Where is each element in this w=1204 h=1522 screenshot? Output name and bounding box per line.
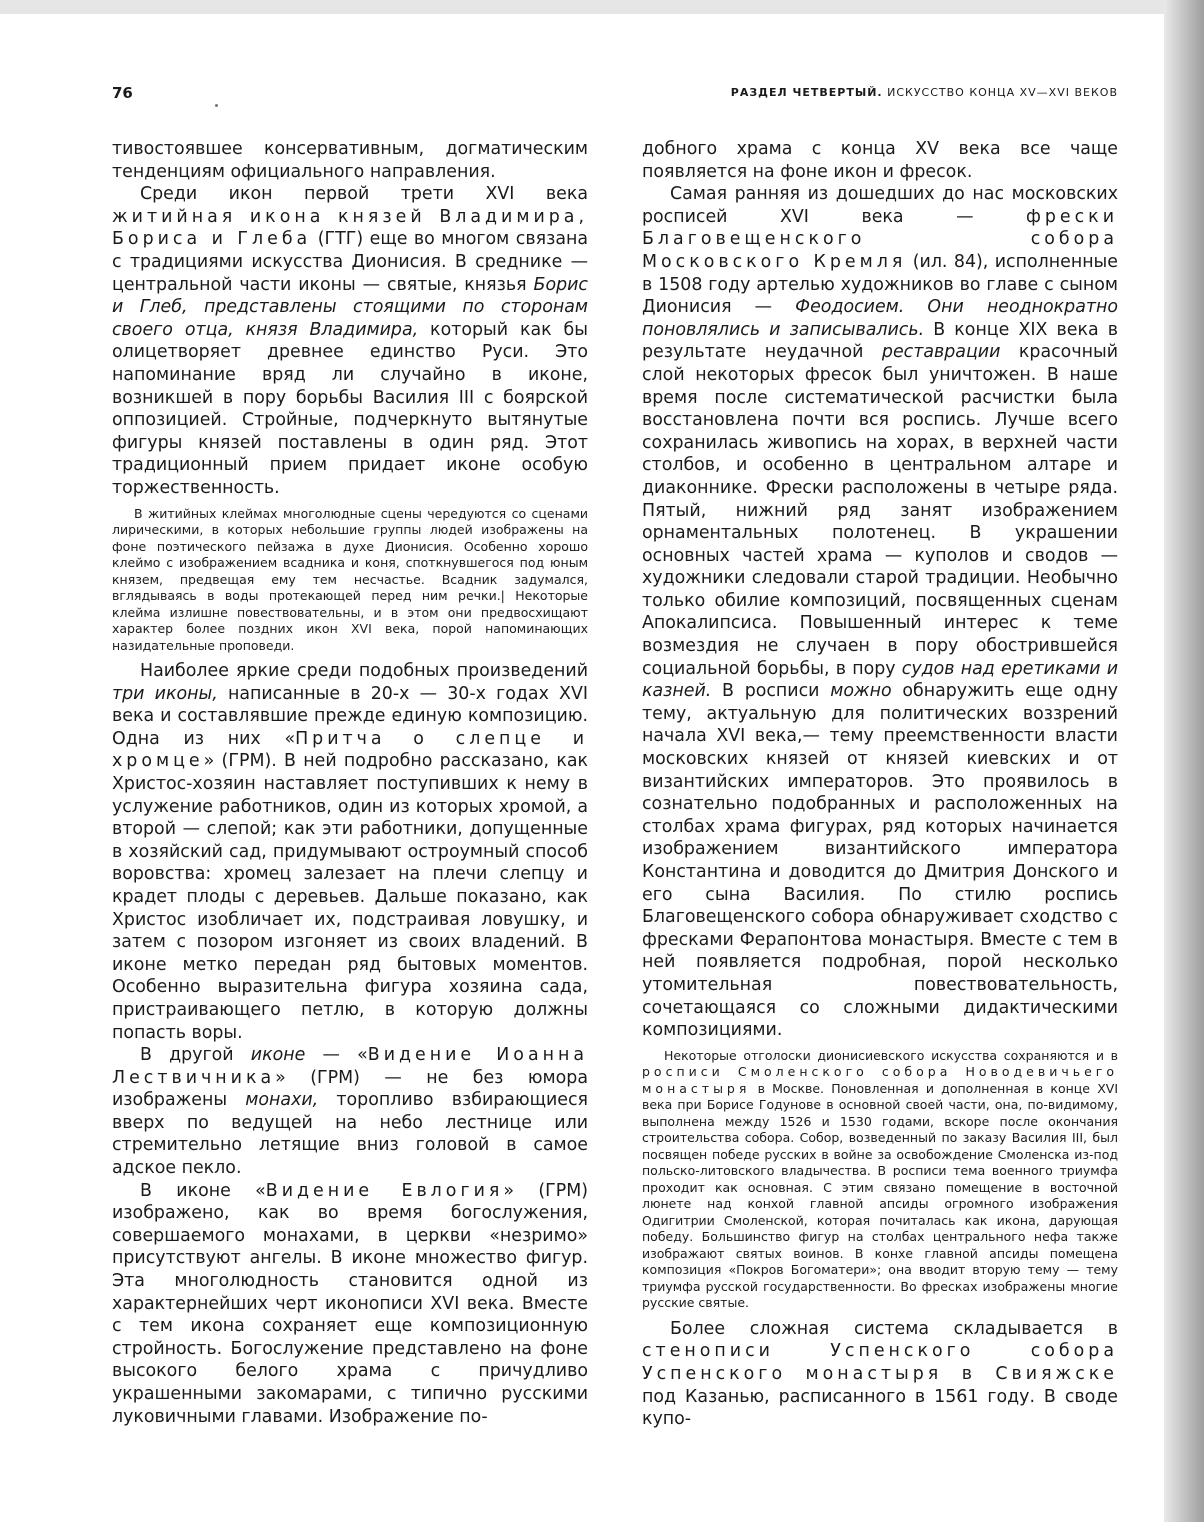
right-column — [642, 138, 1118, 1431]
left-paragraph-4: В другой иконе — «Видение Иоанна Лествичника» (ГРМ) — не без юмора изображены монахи, торопливо взбирающиеся вверх по ведущей на небо лестнице или стремительно летящие вниз головой в самое адское пекло. — [112, 1045, 589, 1179]
scan-top-edge — [0, 0, 1204, 14]
right-footnote: Некоторые отголоски дионисиевского искусства сохраняются и в росписи Смоленского собора Новодевичьего монастыря в Москве. Поновленная и дополненная в конце XVI века при Борисе Годунове в основной своей части, она, по-видимому, выполнена между 1526 и 1530 годами, вскоре после окончания строительства собора. Собор, возведенный по заказу Василия III, был посвящен победе русских в войне за освобождение Смоленска из-под польско-литовского владычества. В росписи тема военного триумфа проходит как основная. С этим связано помещение в восточной люнете над конхой главной апсиды огромного изображения Одигитрии Смоленской, которая почиталась как икона, дарующая победу. Большинство фигур на столбах центрального нефа также изображают святых воинов. В конхе главной апсиды помещена композиция «Покров Богоматери»; она вводит вторую тему — тему триумфа русской государственности. Во фресках изображены многие русские святые. — [642, 1047, 1118, 1311]
left-paragraph-5: В иконе «Видение Евлогия» (ГРМ) изображено, как во время богослужения, совершаемого монахами, в церкви «незримо» присутствуют ангелы. В иконе множество фигур. Эта многолюдность становится одной из характернейших черт иконописи XVI века. Вместе с тем икона сохраняет еще композиционную стройность. Богослужение представлено на фоне высокого белого храма с причудливо украшенными закомарами, с типично русскими луковичными главами. Изображение по- — [112, 1180, 588, 1427]
right-paragraph-3: Более сложная система складывается в стенописи Успенского собора Успенского монастыря в Свияжске под Казанью, расписанного в 1561 году. В своде купо- — [642, 1318, 1118, 1430]
running-head-section: РАЗДЕЛ ЧЕТВЕРТЫЙ. — [730, 86, 883, 99]
running-head — [700, 86, 1118, 99]
left-column — [112, 138, 588, 1428]
left-paragraph-2: Среди икон первой трети XVI века житийная икона князей Владимира, Бориса и Глеба (ГТГ) еще во многом связана с традициями искусства Дионисия. В среднике — центральной части иконы — святые, князья Борис и Глеб, представлены стоящими по сторонам своего отца, князя Владимира, который как бы олицетворяет древнее единство Руси. Это напоминание вряд ли случайно в иконе, возникшей в пору борьбы Василия III с боярской оппозицией. Стройные, подчеркнуто вытянутые фигуры князей поставлены в один ряд. Этот традиционный прием придает иконе особую торжественность. — [112, 184, 588, 498]
left-footnote: В житийных клеймах многолюдные сцены чередуются со сценами лирическими, в которых небольшие группы людей изображены на фоне поэтического пейзажа в духе Дионисия. Особенно хорошо клеймо с изображением всадника и коня, споткнувшегося под юным князем, предвещая ему тем несчастье. Всадник задумался, вглядываясь в воды протекающей перед ним речки.| Некоторые клейма излишне повествовательны, и в этом они предвосхищают характер более поздних икон XVI века, порой напоминающих назидательные проповеди. — [112, 505, 588, 653]
page-number: 76 — [112, 84, 133, 102]
right-paragraph-2: Самая ранняя из дошедших до нас московских росписей XVI века — фрески Благовещенского собора Московского Кремля (ил. 84), исполненные в 1508 году артелью художников во главе с сыном Дионисия — Феодосием. Они неоднократно поновлялись и записывались. В конце XIX века в результате неудачной реставрации красочный слой некоторых фресок был уничтожен. В наше время после систематической расчистки была восстановлена почти вся роспись. Лучше всего сохранилась живопись на хорах, в верхней части столбов, и особенно в центральном алтаре и диаконнике. Фрески расположены в четыре ряда. Пятый, нижний ряд занят изображением орнаментальных полотенец. В украшении основных частей храма — куполов и сводов — художники следовали старой традиции. Необычно только обилие композиций, посвященных сценам Апокалипсиса. Повышенный интерес к теме возмездия не случаен в пору обострившейся социальной борьбы, в пору судов над еретиками и казней. В росписи можно обнаружить еще одну тему, актуальную для политических воззрений начала XVI века,— тему преемственности власти московских князей от князей киевских и от византийских императоров. Это проявилось в сознательно подобранных и расположенных на столбах храма фигурах, ряд которых начинается изображением византийского императора Константина и доводится до Дмитрия Донского и его сына Василия. По стилю роспись Благовещенского собора обнаруживает сходство с фресками Ферапонтова монастыря. Вместе с тем в ней появляется подробная, порой несколько утомительная повествовательность, сочетающаяся со сложными дидактическими композициями. — [642, 184, 1119, 1041]
left-paragraph-1: тивостоявшее консервативным, догматическим тенденциям официального направления. — [112, 139, 588, 182]
right-paragraph-1: добного храма с конца XV века все чаще появляется на фоне икон и фресок. — [642, 139, 1118, 182]
scan-speck — [215, 104, 218, 107]
scan-right-shadow — [1164, 0, 1204, 1522]
running-head-title: ИСКУССТВО КОНЦА XV—XVI ВЕКОВ — [887, 86, 1118, 99]
left-paragraph-3: Наиболее яркие среди подобных произведений три иконы, написанные в 20-х — 30-х годах XVI века и составлявшие прежде единую композицию. Одна из них «Притча о слепце и хромце» (ГРМ). В ней подробно рассказано, как Христос-хозяин наставляет поступивших к нему в услужение работников, один из которых хромой, а второй — слепой; как эти работники, допущенные в хозяйский сад, придумывают остроумный способ воровства: хромец залезает на плечи слепцу и крадет плоды с деревьев. Дальше показано, как Христос изобличает их, подстраивая ловушку, и затем с позором изгоняет из своих владений. В иконе метко передан ряд бытовых моментов. Особенно выразительна фигура хозяина сада, пристраивающего петлю, в которую должны попасть воры. — [112, 661, 589, 1043]
